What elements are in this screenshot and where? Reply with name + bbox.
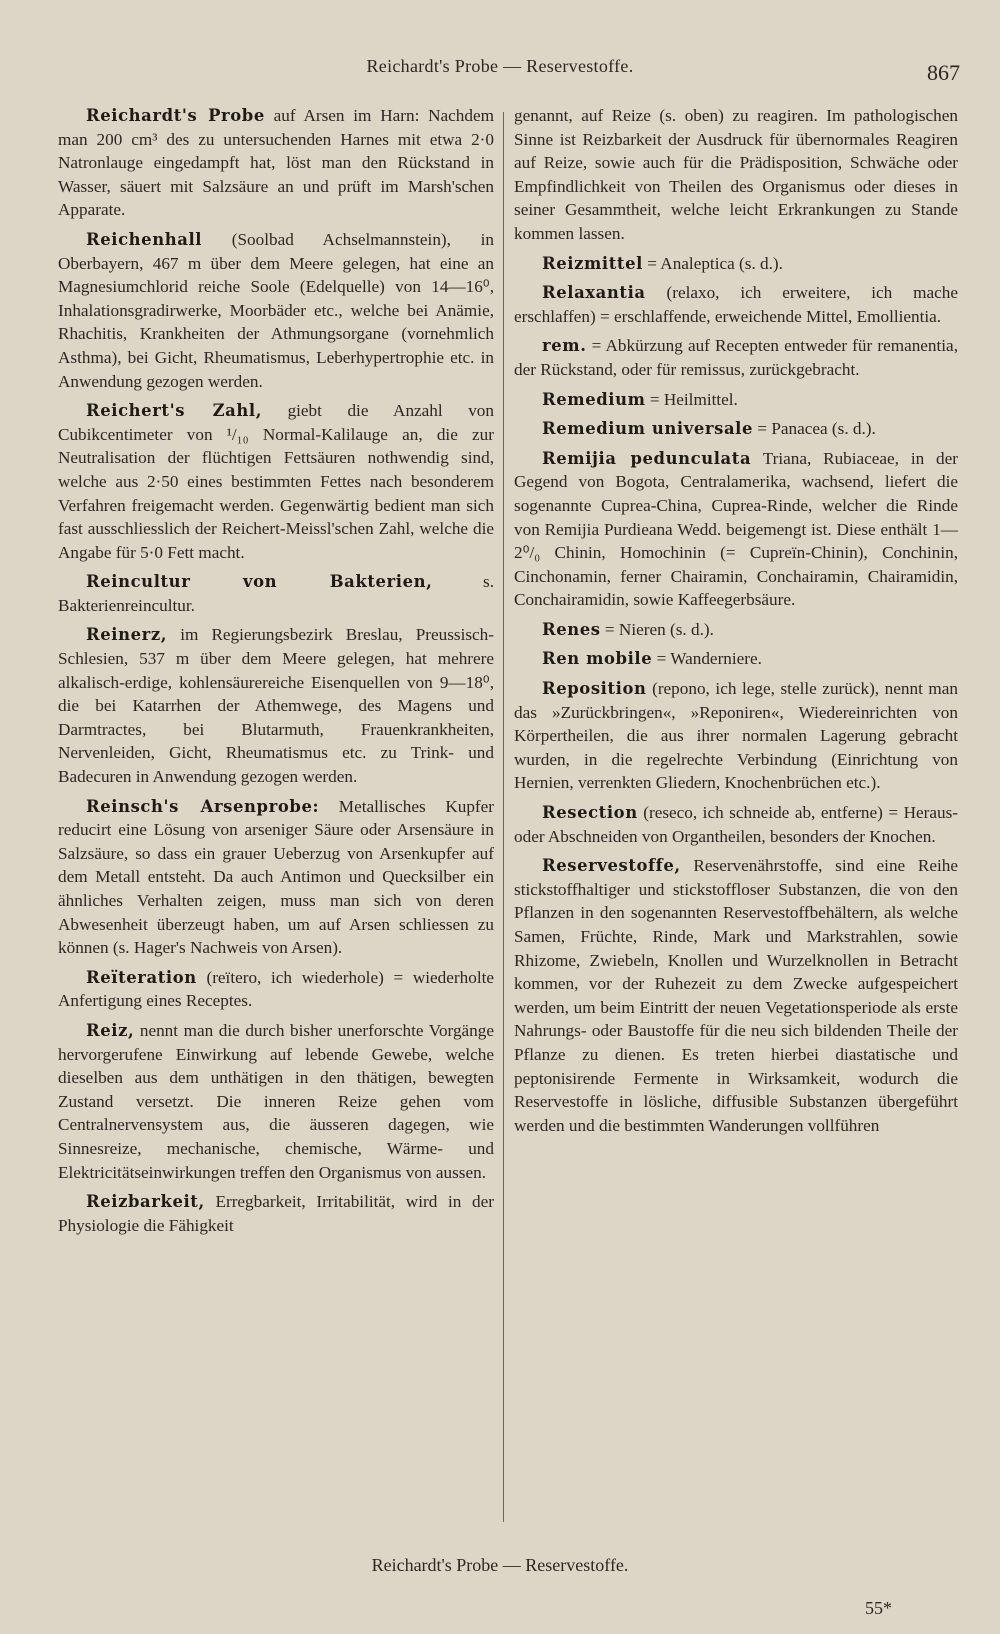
- entry: [514, 677, 958, 795]
- entry-text: = Analeptica (s. d.).: [642, 253, 783, 273]
- entry-text: = Abkürzung auf Recepten entweder für remanentia, der Rückstand, oder für remissus, zurückgebracht.: [514, 336, 958, 379]
- entry-text: = Nieren (s. d.).: [600, 619, 714, 639]
- entry-text: (Soolbad Achselmannstein), in Oberbayern, 467 m über dem Meere gelegen, hat eine an Magnesiumchlorid reiche Soole (Edelquelle) von 14—16⁰, Inhalationsgradirwerke, Moorbäder etc., welche bei Anämie, Rhachitis, Krankheiten der Athmungsorgane (vornehmlich Asthma), bei Gicht, Rheumatismus, Leberhypertrophie etc. in Anwendung gezogen werden.: [58, 229, 494, 391]
- headword: Reizbarkeit,: [86, 1192, 205, 1212]
- running-foot: Reichardt's Probe — Reservestoffe.: [371, 1555, 629, 1575]
- headword: Relaxantia: [542, 283, 646, 303]
- entry: [514, 252, 958, 276]
- right-column: [514, 104, 958, 1143]
- entry: [514, 388, 958, 412]
- entry: [514, 801, 958, 848]
- headword: Reservestoffe,: [542, 856, 681, 876]
- headword: Reichardt's Probe: [86, 106, 265, 125]
- entry: [514, 447, 958, 612]
- headword: Reiz,: [86, 1020, 135, 1040]
- entry: [514, 417, 958, 441]
- entry-text: s. Bakterienreincultur.: [58, 572, 494, 615]
- entry-text: genannt, auf Reize (s. oben) zu reagiren. Im pathologischen Sinne ist Reizbarkeit der Ausdruck für übernormales Reagiren auf Reize, sowie auch für die Prädisposition, Schwäche oder Empfindlichkeit von Theilen des Organismus oder dieses in seiner Gesammtheit, welche leicht Erkrankungen zu Stande kommen lassen.: [514, 106, 958, 243]
- entry-text: (reïtero, ich wiederhole) = wiederholte Anfertigung eines Receptes.: [58, 967, 494, 1011]
- headword: Reïteration: [86, 967, 197, 987]
- headword: Reincultur von Bakterien,: [86, 572, 433, 592]
- running-head: Reichardt's Probe — Reservestoffe.: [366, 56, 634, 76]
- headword: Remijia pedunculata: [542, 448, 752, 468]
- entry: [58, 570, 494, 617]
- entry: [514, 618, 958, 642]
- entry-text: Erregbarkeit, Irritabilität, wird in der Physiologie die Fähigkeit: [58, 1192, 494, 1235]
- entry: [58, 399, 494, 564]
- entry-text: nennt man die durch bisher unerforschte Vorgänge hervorgerufene Einwirkung auf lebende Gewebe, welche dieselben aus dem unthätigen in den thätigen, bewegten Zustand versetzt. Die inneren Reize gehen vom Centralnervensystem aus, die äusseren dagegen, wie Sinnesreize, mechanische, chemische, Wärme- und Elektricitätseinwirkungen treffen den Organismus von aussen.: [58, 1020, 494, 1182]
- entry-text: giebt die Anzahl von Cubikcentimeter von ¹/₁₀ Normal-Kalilauge an, die zur Neutralisation der flüchtigen Fettsäuren nothwendig sind, welche aus 2·50 eines bestimmten Fettes nach besonderem Verfahren freigemacht werden. Gegenwärtig bedient man sich fast ausschliesslich der Reichert-Meissl'schen Zahl, welche die Angabe für 5·0 Fett macht.: [58, 401, 494, 562]
- entry-text: = Heilmittel.: [645, 389, 738, 409]
- entry: [58, 1190, 494, 1237]
- entry-text: auf Arsen im Harn: Nachdem man 200 cm³ des zu untersuchenden Harnes mit etwa 2·0 Natronlauge eingedampft hat, löst man den Rückstand in Wasser, säuert mit Salzsäure an und prüft im Marsh'schen Apparate.: [58, 106, 494, 220]
- entry-text: Metallisches Kupfer reducirt eine Lösung von arseniger Säure oder Arsensäure in Salzsäure, so dass ein grauer Ueberzug von Arsenkupfer auf dem Metall entsteht. Da auch Antimon und Quecksilber ein ähnliches Verhalten zeigen, muss man sich von deren Abwesenheit überzeugt haben, um auf Arsen schliessen zu können (s. Hager's Nachweis von Arsen).: [58, 796, 495, 958]
- entry: [514, 854, 958, 1137]
- headword: Resection: [542, 803, 638, 823]
- entry: [58, 623, 494, 788]
- entry-text: Triana, Rubiaceae, in der Gegend von Bogota, Centralamerika, wachsend, liefert die sogenannte Cuprea-China, Cuprea-Rinde, welcher die Rinde von Remijia Purdieana Wedd. beigemengt ist. Diese enthält 1—2⁰/₀ Chinin, Homochinin (= Cupreïn-Chinin), Conchinin, Cinchonamin, ferner Chairamin, Conchairamin, Chairamidin, Conchairamidin, sowie Kaffeegerbsäure.: [514, 448, 958, 610]
- left-column: [58, 104, 494, 1243]
- entry: [58, 795, 494, 960]
- entry-continuation: [514, 104, 958, 246]
- entry-text: = Wanderniere.: [652, 649, 762, 669]
- entry-text: (reseco, ich schneide ab, entferne) = Heraus- oder Abschneiden von Organtheilen, besonders der Knochen.: [514, 803, 958, 846]
- headword: Reizmittel: [542, 253, 643, 273]
- entry: [58, 966, 494, 1013]
- entry: [58, 228, 494, 393]
- page-number: 867: [927, 60, 960, 85]
- headword: Ren mobile: [542, 649, 653, 669]
- headword: Remedium universale: [542, 419, 754, 439]
- entry: [514, 281, 958, 328]
- entry-text: im Regierungsbezirk Breslau, Preussisch-Schlesien, 537 m über dem Meere gelegen, hat mehrere alkalisch-erdige, kohlensäurereiche Eisenquellen von 9—18⁰, die bei Katarrhen der Athemwege, des Magens und Darmtractes, bei Blutarmuth, Frauenkrankheiten, Nervenleiden, Gicht, Rheumatismus etc. zu Trink- und Badecuren in Anwendung gezogen werden.: [58, 625, 494, 787]
- column-rule: [503, 112, 504, 1522]
- entry-text: (repono, ich lege, stelle zurück), nennt man das »Zurückbringen«, »Reponiren«, Wiedereinrichten von Körpertheilen, die aus ihrer normalen Lagerung gebracht wurden, in die regelrechte Verbindung (Einrichtung von Hernien, verrenkten Gliedern, Knochenbrüchen etc.).: [514, 679, 958, 793]
- headword: Reposition: [542, 679, 647, 699]
- headword: Renes: [542, 619, 601, 639]
- entry: [514, 647, 958, 671]
- entry-text: = Panacea (s. d.).: [753, 419, 876, 439]
- entry: [58, 1019, 494, 1184]
- headword: Reinsch's Arsenprobe:: [86, 796, 320, 816]
- headword: rem.: [542, 336, 587, 356]
- signature-mark: 55*: [865, 1598, 892, 1618]
- entry-text: Reservenährstoffe, sind eine Reihe stickstoffhaltiger und stickstoffloser Substanzen, die von den Pflanzen in den sogenannten Reservestoffbehältern, als welche Samen, Früchte, Rinde, Mark und Markstrahlen, sowie Rhizome, Zwiebeln, Knollen und Wurzelknollen in Betracht kommen, vor der Ruhezeit zu dem Zwecke aufgespeichert werden, um beim Eintritt der neuen Vegetationsperiode als erste Nahrungs- oder Baustoffe für die neu sich bildenden Theile der Pflanze zu dienen. Es treten hierbei diastatische und peptonisirende Fermente in Wirksamkeit, wodurch die Reservestoffe in lösliche, diffusible Substanzen übergeführt werden und die bestimmten Wanderungen vollführen: [514, 856, 958, 1135]
- headword: Reinerz,: [86, 625, 168, 645]
- entry: [514, 334, 958, 381]
- headword: Reichenhall: [86, 229, 203, 249]
- entry: [58, 104, 494, 222]
- headword: Remedium: [542, 389, 646, 409]
- headword: Reichert's Zahl,: [86, 401, 263, 421]
- entry-text: (relaxo, ich erweitere, ich mache erschlaffen) = erschlaffende, erweichende Mittel, Emollientia.: [514, 283, 958, 326]
